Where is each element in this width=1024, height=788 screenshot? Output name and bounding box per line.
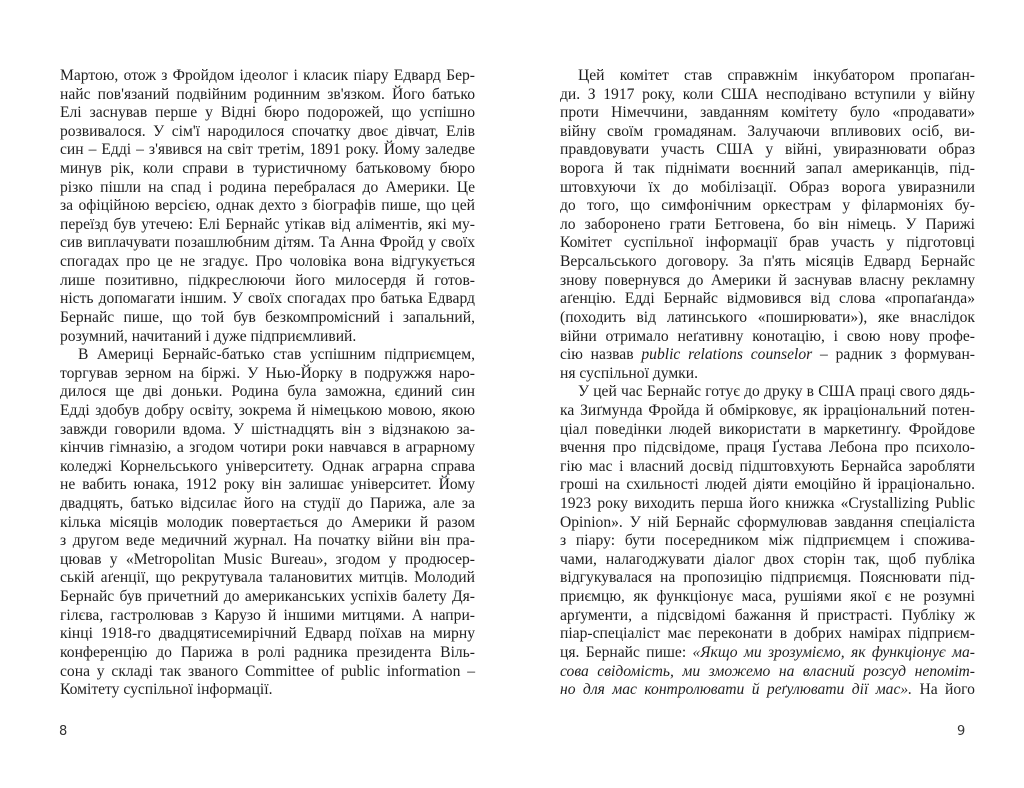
text-line: лише позитивно, підкреслюючи його милосердя й готов-: [60, 271, 475, 289]
text-line: Бернайс пише, що той був безкомпромісний і запальний,: [60, 308, 475, 326]
text-run: сію назвав: [560, 346, 642, 364]
text-line: ціал поведінки людей використати в маркетинґу. Фройдове: [560, 420, 975, 438]
italic-text-run: сова свідомість, ми зможемо на власний розсуд непоміт-: [560, 662, 975, 680]
italic-text-run: «Якщо ми зрозуміємо, як функціонує ма-: [692, 643, 975, 661]
text-line: сив виплачувати позашлюбним дітям. Та Анна Фройд у своїх: [60, 234, 475, 252]
text-line: приємцю, як функціонує маса, рушіями якої є не розумні: [560, 588, 975, 606]
text-line: переїзд був утечею: Елі Бернайс утікав від аліментів, які му-: [60, 215, 475, 233]
italic-text-run: public relations counselor: [641, 346, 813, 364]
text-line: [560, 346, 975, 365]
text-line: торгував зерном на біржі. У Нью-Йорку в подружжя наро-: [60, 364, 475, 382]
text-line: до того, що симфонічним оркестрам у філармоніях бу-: [560, 197, 975, 215]
text-line: гію мас і власний досвід підштовхують Бернайса заробляти: [560, 457, 975, 475]
page-number-right: 9: [957, 724, 966, 739]
text-line: війну своїм громадянам. Залучаючи впливових осіб, ви-: [560, 122, 975, 140]
text-line: арґументи, а підсвідомі бажання й пристрасті. Публіку ж: [560, 606, 975, 624]
text-line: піар-спеціаліст має переконати в добрих намірах підприєм-: [560, 625, 975, 643]
text-run: На його: [912, 681, 975, 699]
text-line: [560, 681, 975, 700]
text-line: Версальського договору. За п'ять місяців Едвард Бернайс: [560, 253, 975, 271]
text-line: ка Зиґмунда Фройда й обмірковує, як ірраціональний потен-: [560, 401, 975, 419]
text-line: сона у складі так званого Committee of public information –: [60, 662, 475, 680]
text-line: з другом веде медичний журнал. На початку війни він пра-: [60, 532, 475, 550]
text-line: син – Едді – з'явився на світ третім, 1891 року. Йому заледве: [60, 141, 475, 159]
text-line: ня суспільної думки.: [560, 364, 699, 382]
text-line: знову повернувся до Америки й заснував власну рекламну: [560, 271, 975, 289]
text-line: Елі заснував перше у Відні бюро подорожей, що успішно: [60, 104, 475, 122]
text-line: розвивалося. У сім'ї народилося спочатку двоє дівчат, Елів: [60, 122, 475, 140]
text-line: аґенцію. Едді Бернайс відмовився від слова «пропаґанда»: [560, 290, 975, 308]
text-line: не вабить юнака, 1912 року він залишає університет. Йому: [60, 476, 475, 494]
text-run: ця. Бернайс пише:: [560, 643, 693, 661]
text-line: дилося ще дві доньки. Родина була заможна, єдиний син: [60, 383, 475, 401]
left-page-text: [60, 67, 475, 700]
text-line: вчення про підсвідоме, праця Ґустава Лебона про психоло-: [560, 439, 975, 457]
text-line: Бернайс був причетний до американських успіхів балету Дя-: [60, 588, 475, 606]
text-line: ди. З 1917 року, коли США несподівано вступили у війну: [560, 85, 975, 103]
text-line: У цей час Бернайс готує до друку в США праці свого дядь-: [578, 383, 975, 401]
text-line: ло заборонено грати Бетговена, бо він німець. У Парижі: [560, 215, 975, 233]
text-line: цював у «Metropolitan Music Bureau», згодом у продюсер-: [60, 550, 475, 568]
text-line: різко пішли на спад і родина перебралася до Америки. Це: [60, 178, 475, 196]
right-page-text: [560, 67, 975, 700]
text-line: [560, 644, 975, 663]
text-line: за офіційною версією, однак дехто з біографів пише, що цей: [60, 197, 475, 215]
text-line: минув рік, коли справи в туристичному батьковому бюро: [60, 160, 475, 178]
text-line: відгукувалася на пропозицію підприємця. Пояснювати під-: [560, 569, 975, 587]
text-line: Цей комітет став справжнім інкубатором пропаґан-: [578, 67, 975, 84]
text-line: Комітету суспільної інформації.: [60, 681, 273, 699]
text-line: гілєва, гастролював з Карузо й іншими митцями. А напри-: [60, 606, 475, 624]
text-line: розумний, начитаний і дуже підприємливий.: [60, 327, 357, 345]
text-line: ворога й так піднімати воєнний запал американців, під-: [560, 160, 975, 178]
text-line: двадцять, батько відсилає його на студії до Парижа, але за: [60, 495, 475, 513]
italic-text-run: но для мас контролювати й реґулювати дії мас».: [560, 681, 913, 699]
text-line: з піару: бути посередником між підприємцем і спожива-: [560, 532, 975, 550]
text-line: гроші на схильності людей діяти емоційно й ірраціонально.: [560, 476, 975, 494]
text-line: кінці 1918-го двадцятисемирічний Едвард поїхав на мирну: [60, 625, 475, 643]
text-line: Мартою, отож з Фройдом ідеолог і класик піару Едвард Бер-: [60, 67, 475, 84]
text-line: [560, 663, 975, 682]
text-line: кінчив гімназію, а згодом чотири роки навчався в аграрному: [60, 439, 475, 457]
text-line: проти Німеччини, завданням комітету було «продавати»: [560, 104, 975, 122]
text-run: – радник з формуван-: [812, 346, 975, 364]
text-line: правдовувати участь США у війні, увиразнювати образ: [560, 141, 975, 159]
text-line: Едді здобув добру освіту, зокрема й німецькою мовою, якою: [60, 401, 475, 419]
text-line: конференцію до Парижа в ролі радника президента Віль-: [60, 643, 475, 661]
text-line: коледжі Корнельського університету. Однак аграрна справа: [60, 457, 475, 475]
text-line: спогадах про це не згадує. Про чоловіка вона відгукується: [60, 253, 475, 271]
text-line: чами, налагоджувати діалог двох сторін так, щоб публіка: [560, 550, 975, 568]
page-number-left: 8: [59, 724, 68, 739]
text-line: 1923 року виходить перша його книжка «Crystallizing Public: [560, 495, 975, 513]
text-line: ській аґенції, що рекрутувала талановитих митців. Молодий: [60, 569, 475, 587]
text-line: кілька місяців молодик повертається до Америки й разом: [60, 513, 475, 531]
text-line: війни отримало неґативну конотацію, і свою нову профе-: [560, 327, 975, 345]
text-line: найс пов'язаний подвійним родинним зв'язком. Його батько: [60, 85, 475, 103]
text-line: ність допомагати іншим. У своїх спогадах про батька Едвард: [60, 290, 475, 308]
text-line: (походить від латинського «поширювати»), яке внаслідок: [560, 308, 975, 326]
text-line: штовхуючи їх до мобілізації. Образ ворога увиразнили: [560, 178, 975, 196]
text-line: Opinion». У ній Бернайс сформулював завдання спеціаліста: [560, 513, 975, 531]
text-line: Комітет суспільної інформації брав участь у підготовці: [560, 234, 975, 252]
text-line: завжди говорили вдома. У шістнадцять він з відзнакою за-: [60, 420, 475, 438]
text-line: В Америці Бернайс-батько став успішним підприємцем,: [78, 346, 475, 364]
